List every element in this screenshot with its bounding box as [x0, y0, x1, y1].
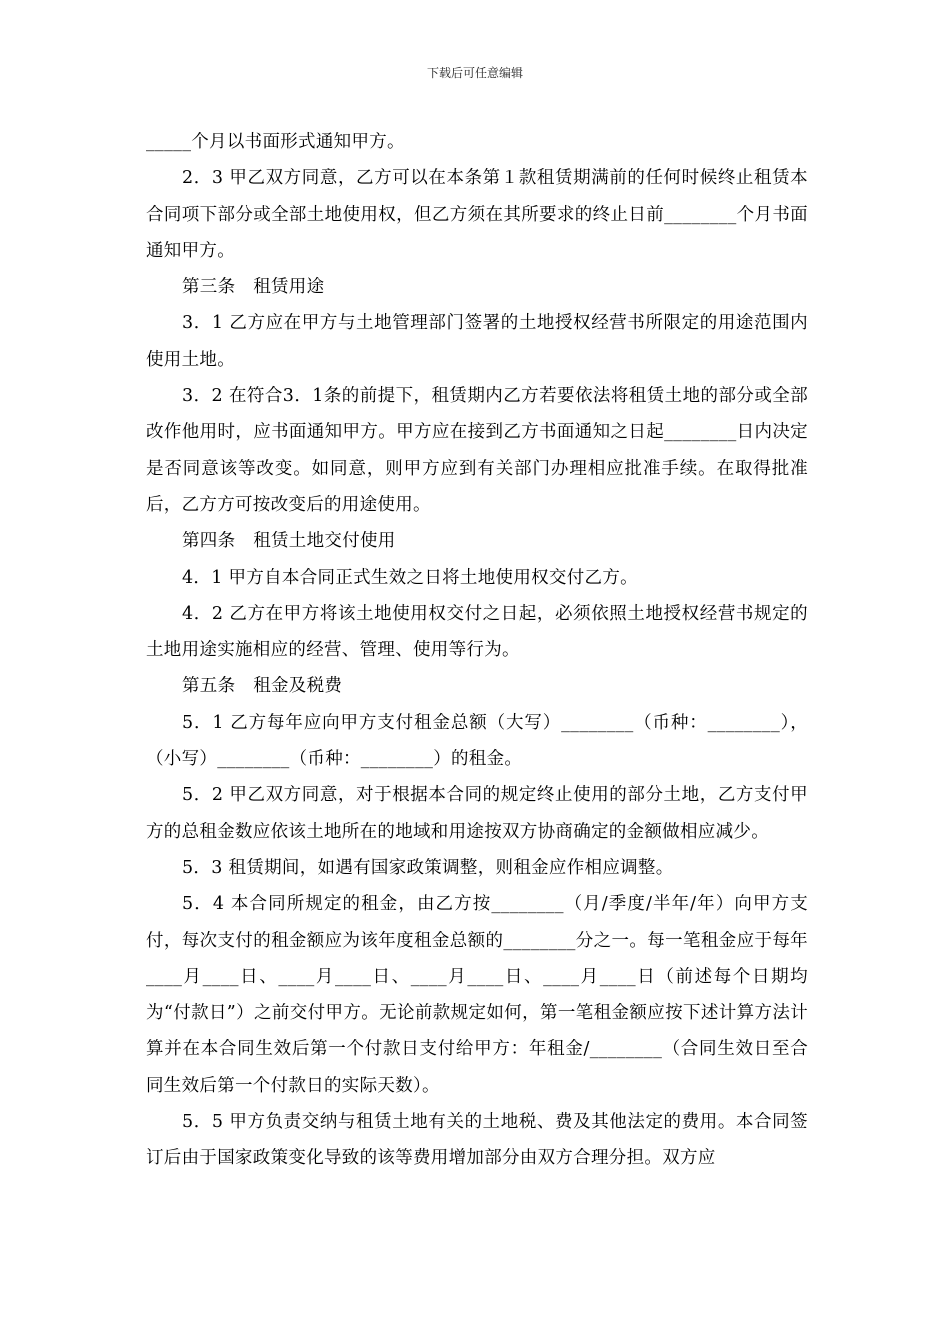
article-5-heading: 第五条 租金及税费	[182, 676, 343, 697]
clause-3-1: 3．1 乙方应在甲方与土地管理部门签署的土地授权经营书所限定的用途范围内使用土地。	[146, 313, 808, 370]
document-body	[146, 124, 808, 1177]
clause-4-1: 4．1 甲方自本合同正式生效之日将土地使用权交付乙方。	[182, 567, 638, 588]
clause-5-5: 5．5 甲方负责交纳与租赁土地有关的土地税、费及其他法定的费用。本合同签订后由于国家政策变化导致的该等费用增加部分由双方合理分担。双方应	[146, 1112, 808, 1169]
clause-3-2: 3．2 在符合3．1条的前提下，租赁期内乙方若要依法将租赁土地的部分或全部改作他用时，应书面通知甲方。甲方应在接到乙方书面通知之日起________日内决定是否同意该等改变。如同意，则甲方应到有关部门办理相应批准手续。在取得批准后，乙方方可按改变后的用途使用。	[146, 386, 808, 515]
article-3-heading: 第三条 租赁用途	[182, 277, 325, 298]
clause-5-1: 5．1 乙方每年应向甲方支付租金总额（大写）________（币种：________），（小写）________（币种：________）的租金。	[146, 712, 808, 770]
clause-5-4: 5．4 本合同所规定的租金，由乙方按________（月/季度/半年/年）向甲方支付，每次支付的租金额应为该年度租金总额的________分之一。每一笔租金应于每年____月____日、____月____日、____月____日、____月____日（前述每个日期均为“付款日”）之前交付甲方。无论前款规定如何，第一笔租金额应按下述计算方法计算并在本合同生效后第一个付款日支付给甲方：年租金/________（合同生效日至合同生效后第一个付款日的实际天数）。	[146, 894, 808, 1096]
page-header: 下载后可任意编辑	[426, 66, 523, 80]
clause-5-2: 5．2 甲乙双方同意，对于根据本合同的规定终止使用的部分土地，乙方支付甲方的总租金数应依该土地所在的地域和用途按双方协商确定的金额做相应减少。	[146, 785, 808, 842]
clause-4-2: 4．2 乙方在甲方将该土地使用权交付之日起，必须依照土地授权经营书规定的土地用途实施相应的经营、管理、使用等行为。	[146, 603, 808, 661]
paragraph-continuation: _____个月以书面形式通知甲方。	[146, 132, 405, 152]
clause-5-3: 5．3 租赁期间，如遇有国家政策调整，则租金应作相应调整。	[182, 857, 674, 878]
clause-2-3: 2．3 甲乙双方同意，乙方可以在本条第１款租赁期满前的任何时候终止租赁本合同项下部分或全部土地使用权，但乙方须在其所要求的终止日前________个月书面通知甲方。	[146, 168, 808, 261]
article-4-heading: 第四条 租赁土地交付使用	[182, 531, 396, 552]
